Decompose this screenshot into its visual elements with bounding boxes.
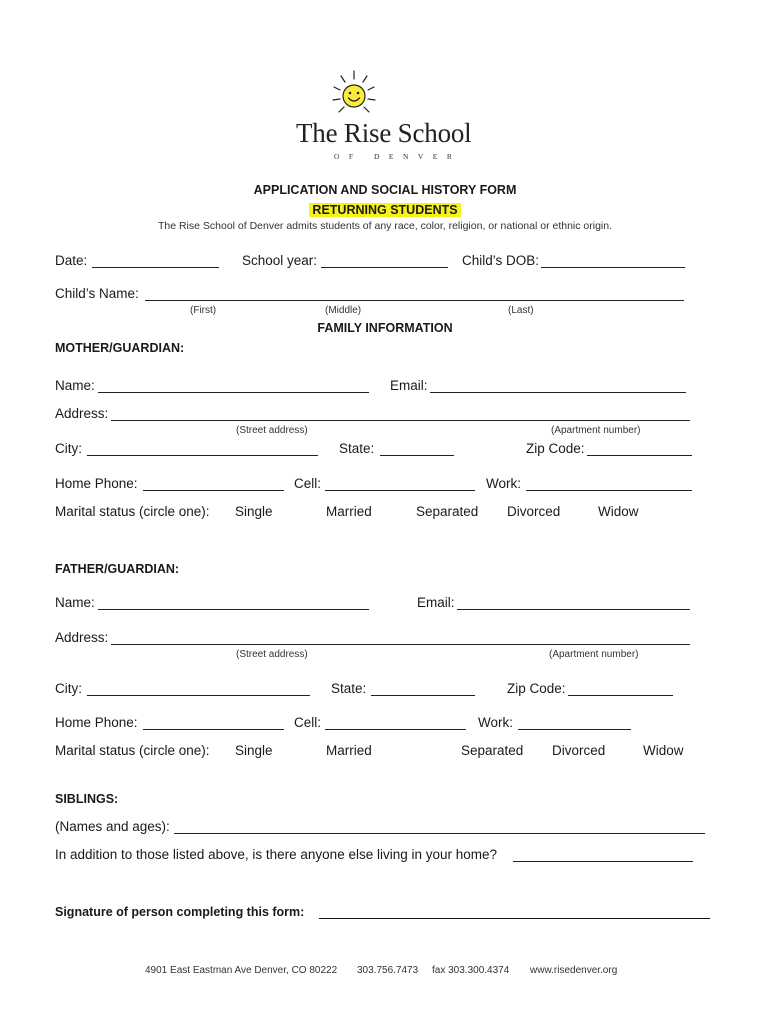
father-cell-label: Cell: bbox=[294, 715, 322, 730]
mother-marital-divorced[interactable]: Divorced bbox=[507, 504, 561, 519]
child-name-field[interactable] bbox=[145, 300, 684, 301]
mother-state-label: State: bbox=[339, 441, 375, 456]
mother-cell-field[interactable] bbox=[325, 490, 475, 491]
mother-zip-label: Zip Code: bbox=[526, 441, 585, 456]
father-work-label: Work: bbox=[478, 715, 514, 730]
form-subtitle: RETURNING STUDENTS bbox=[309, 203, 460, 217]
father-home-phone-label: Home Phone: bbox=[55, 715, 138, 730]
mother-marital-widow[interactable]: Widow bbox=[598, 504, 639, 519]
footer-address: 4901 East Eastman Ave Denver, CO 80222 bbox=[145, 965, 338, 976]
father-street-hint: (Street address) bbox=[236, 649, 308, 660]
signature-label: Signature of person completing this form: bbox=[55, 905, 305, 919]
footer-phone: 303.756.7473 bbox=[357, 965, 419, 976]
others-in-home-field[interactable] bbox=[513, 861, 693, 862]
father-home-phone-field[interactable] bbox=[143, 729, 284, 730]
school-name-logo: The Rise School bbox=[296, 118, 472, 148]
school-year-field[interactable] bbox=[321, 267, 448, 268]
father-city-field[interactable] bbox=[87, 695, 310, 696]
father-city-label: City: bbox=[55, 681, 82, 696]
mother-heading: MOTHER/GUARDIAN: bbox=[55, 341, 185, 355]
father-name-field[interactable] bbox=[98, 609, 369, 610]
school-sub-logo: OF DENVER bbox=[334, 152, 462, 161]
siblings-heading: SIBLINGS: bbox=[55, 792, 119, 806]
father-marital-married[interactable]: Married bbox=[326, 743, 372, 758]
smiling-sun-icon bbox=[327, 68, 381, 120]
father-zip-field[interactable] bbox=[568, 695, 673, 696]
mother-city-field[interactable] bbox=[87, 455, 318, 456]
footer-fax: fax 303.300.4374 bbox=[432, 965, 510, 976]
father-email-label: Email: bbox=[417, 595, 455, 610]
father-marital-single[interactable]: Single bbox=[235, 743, 273, 758]
father-marital-divorced[interactable]: Divorced bbox=[552, 743, 606, 758]
father-work-field[interactable] bbox=[518, 729, 631, 730]
footer-website[interactable]: www.risedenver.org bbox=[530, 965, 618, 976]
father-marital-separated[interactable]: Separated bbox=[461, 743, 524, 758]
child-dob-label: Child’s DOB: bbox=[462, 253, 540, 268]
father-address-field[interactable] bbox=[111, 644, 690, 645]
mother-work-field[interactable] bbox=[526, 490, 692, 491]
siblings-names-label: (Names and ages): bbox=[55, 819, 170, 834]
mother-name-label: Name: bbox=[55, 378, 95, 393]
siblings-names-field[interactable] bbox=[174, 833, 705, 834]
mother-apt-hint: (Apartment number) bbox=[551, 425, 641, 436]
father-apt-hint: (Apartment number) bbox=[549, 649, 639, 660]
date-label: Date: bbox=[55, 253, 88, 268]
mother-name-field[interactable] bbox=[98, 392, 369, 393]
school-year-label: School year: bbox=[242, 253, 318, 268]
others-in-home-label: In addition to those listed above, is there anyone else living in your home? bbox=[55, 847, 498, 862]
form-title: APPLICATION AND SOCIAL HISTORY FORM bbox=[253, 183, 517, 197]
father-cell-field[interactable] bbox=[325, 729, 466, 730]
middle-name-hint: (Middle) bbox=[325, 305, 362, 316]
mother-street-hint: (Street address) bbox=[236, 425, 308, 436]
father-zip-label: Zip Code: bbox=[507, 681, 566, 696]
father-name-label: Name: bbox=[55, 595, 95, 610]
father-address-label: Address: bbox=[55, 630, 109, 645]
mother-city-label: City: bbox=[55, 441, 82, 456]
signature-field[interactable] bbox=[319, 918, 710, 919]
father-state-field[interactable] bbox=[371, 695, 475, 696]
last-name-hint: (Last) bbox=[508, 305, 534, 316]
first-name-hint: (First) bbox=[190, 305, 217, 316]
form-subtitle-wrap bbox=[0, 201, 770, 219]
father-marital-label: Marital status (circle one): bbox=[55, 743, 210, 758]
father-state-label: State: bbox=[331, 681, 367, 696]
father-email-field[interactable] bbox=[457, 609, 690, 610]
mother-email-label: Email: bbox=[390, 378, 428, 393]
mother-home-phone-field[interactable] bbox=[143, 490, 284, 491]
father-heading: FATHER/GUARDIAN: bbox=[55, 562, 180, 576]
mother-state-field[interactable] bbox=[380, 455, 454, 456]
nondiscrimination-statement: The Rise School of Denver admits students of any race, color, religion, or national or ethnic origin. bbox=[157, 220, 613, 232]
mother-address-field[interactable] bbox=[111, 420, 690, 421]
child-dob-field[interactable] bbox=[541, 267, 685, 268]
child-name-label: Child’s Name: bbox=[55, 286, 139, 301]
mother-home-phone-label: Home Phone: bbox=[55, 476, 138, 491]
mother-marital-label: Marital status (circle one): bbox=[55, 504, 210, 519]
mother-zip-field[interactable] bbox=[587, 455, 692, 456]
mother-marital-separated[interactable]: Separated bbox=[416, 504, 479, 519]
family-information-heading: FAMILY INFORMATION bbox=[317, 321, 453, 335]
mother-marital-married[interactable]: Married bbox=[326, 504, 372, 519]
mother-address-label: Address: bbox=[55, 406, 109, 421]
mother-marital-single[interactable]: Single bbox=[235, 504, 273, 519]
father-marital-widow[interactable]: Widow bbox=[643, 743, 684, 758]
mother-cell-label: Cell: bbox=[294, 476, 322, 491]
mother-work-label: Work: bbox=[486, 476, 522, 491]
mother-email-field[interactable] bbox=[430, 392, 686, 393]
date-field[interactable] bbox=[92, 267, 219, 268]
